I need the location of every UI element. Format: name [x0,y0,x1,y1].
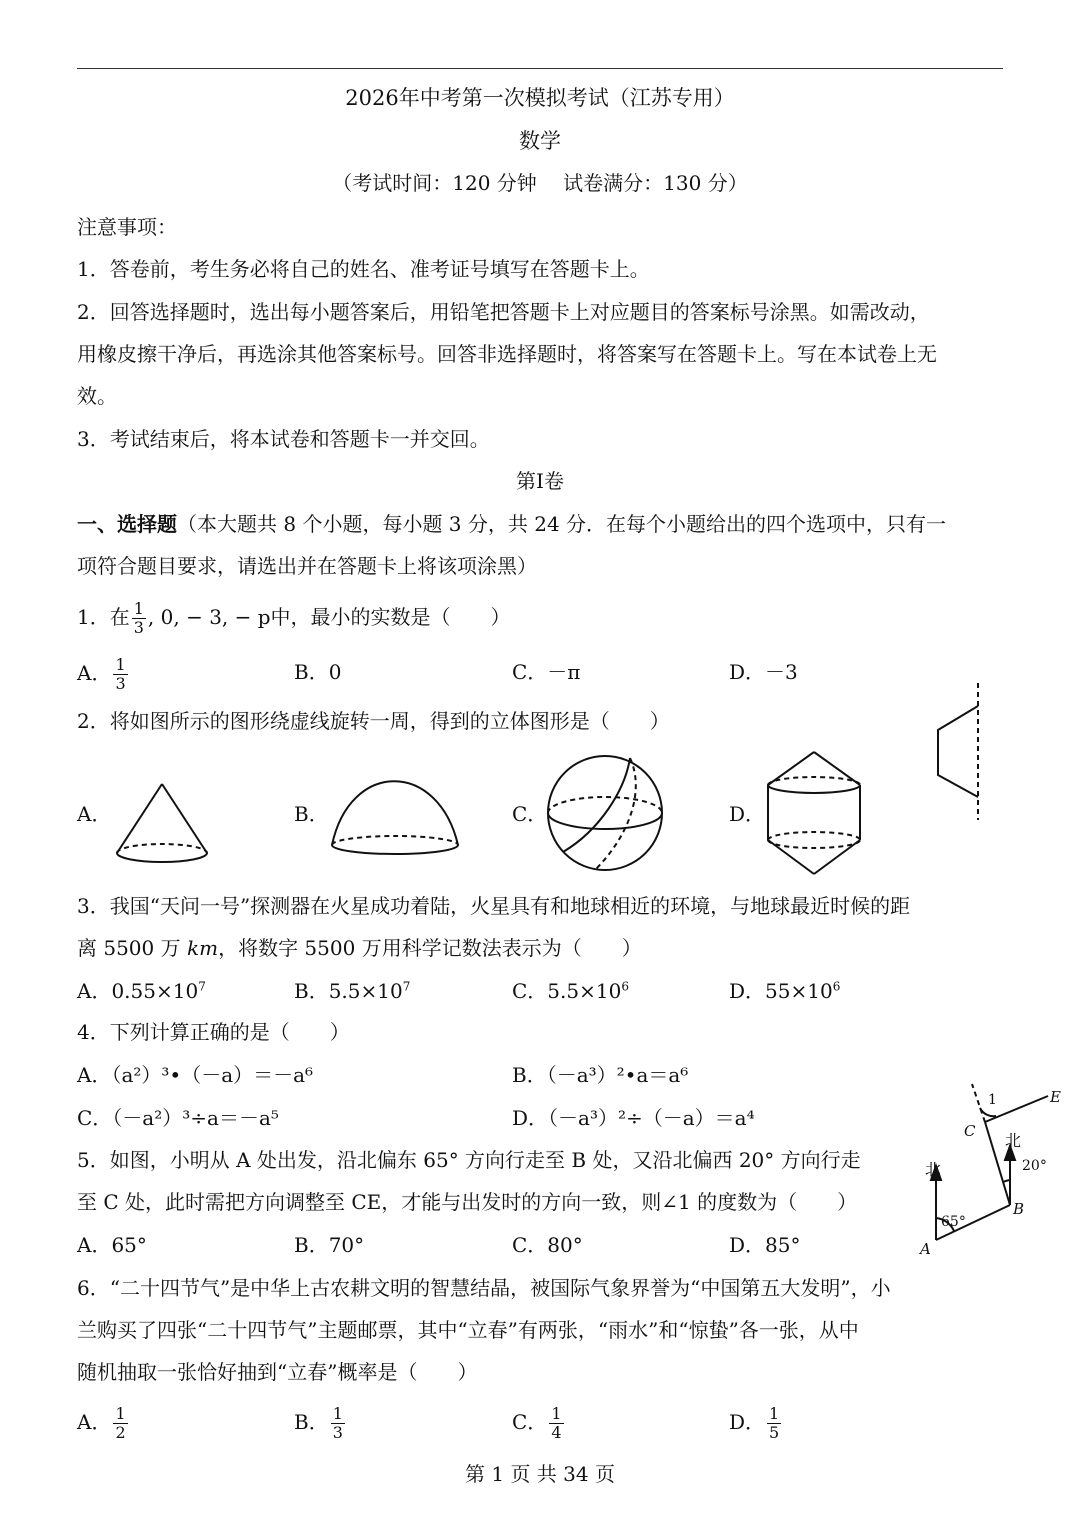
q6-c-den: 4 [551,1423,562,1442]
q1-a-den: 3 [115,674,126,693]
subject-title: 数学 [519,129,561,153]
q6-option-d [729,1405,783,1442]
q6-line3: 随机抽取一张恰好抽到“立春”概率是（ ） [77,1360,478,1384]
label-B: B [1013,1200,1025,1218]
q6-d-frac [767,1405,781,1442]
q2-option-c: C． [512,802,548,826]
arc-20 [1003,1180,1010,1182]
label-E: E [1050,1088,1061,1106]
q3-b-text: B．5.5×10 [294,979,403,1003]
q6-c-frac [549,1405,563,1442]
q4-option-b: B．（－a³）²•a＝a⁶ [512,1063,689,1087]
q3-c-text: C．5.5×10 [512,979,622,1003]
q6-b-num: 1 [332,1404,343,1423]
q1-option-b: B．0 [294,660,342,684]
q3-d-text: D．55×10 [729,979,833,1003]
q6-d-num: 1 [769,1404,780,1423]
q6-option-a [77,1405,130,1442]
q6-a-den: 2 [115,1423,126,1442]
q6-d-den: 5 [769,1423,780,1442]
section-desc-b: 项符合题目要求，请选出并在答题卡上将该项涂黑） [77,554,537,578]
q5-line2: 至 C 处，此时需把方向调整至 CE，才能与出发时的方向一致，则∠1 的度数为（ ） [77,1190,858,1214]
notice-2c: 效。 [77,384,117,408]
q3-a-exp: 7 [198,979,206,994]
q6-d-label: D． [729,1410,766,1434]
q1-frac-den: 3 [133,618,144,637]
question-2: 2．将如图所示的图形绕虚线旋转一周，得到的立体图形是（ ） [77,709,670,733]
notice-1: 1．答卷前，考生务必将自己的姓名、准考证号填写在答题卡上。 [77,257,650,281]
label-A: A [920,1240,931,1258]
notice-3: 3．考试结束后，将本试卷和答题卡一并交回。 [77,427,490,451]
q6-a-frac [113,1405,127,1442]
q3-b-exp: 7 [402,979,411,994]
q2-option-a: A． [77,802,112,826]
q2-option-d: D． [729,802,766,826]
section-desc-a: （本大题共 8 个小题，每小题 3 分，共 24 分．在每个小题给出的四个选项中，只有一 [177,512,947,536]
label-20: 20° [1022,1158,1047,1174]
q3-line2-pre: 离 5500 万 [77,936,187,960]
q6-c-num: 1 [551,1404,562,1423]
q1-rest: , 0, − 3, − p中，最小的实数是（ ） [147,605,511,629]
q6-b-frac [331,1405,345,1442]
q5-line1: 5．如图，小明从 A 处出发，沿北偏东 65° 方向行走至 B 处，又沿北偏西 20° 方向行走 [77,1148,861,1172]
exam-title: 2026年中考第一次模拟考试（江苏专用） [345,86,735,110]
label-1: 1 [988,1092,997,1108]
q4-option-c: C．（－a²）³÷a＝－a⁵ [77,1106,279,1130]
q2-option-b: B． [294,802,329,826]
q1-option-c: C．－π [512,660,581,684]
extension-dashed [972,1084,985,1122]
q5-option-a: A．65° [77,1233,147,1257]
label-65: 65° [941,1214,966,1230]
q5-option-c: C．80° [512,1233,583,1257]
exam-info: （考试时间：120 分钟 试卷满分：130 分） [332,171,748,195]
q3-d-exp: 6 [832,979,841,994]
q6-c-label: C． [512,1410,548,1434]
q4-option-d: D．（－a³）²÷（－a）＝a⁴ [512,1106,755,1130]
q1-a-num: 1 [115,655,126,674]
notice-heading: 注意事项： [77,215,177,239]
q6-option-c [512,1405,566,1442]
q6-b-label: B． [294,1410,329,1434]
q6-a-num: 1 [115,1404,126,1423]
part-title: 第Ⅰ卷 [516,469,564,493]
arc-1 [980,1108,996,1116]
q6-line2: 兰购买了四张“二十四节气”主题邮票，其中“立春”有两张，“雨水”和“惊蛰”各一张，从中 [77,1318,859,1342]
q4-option-a: A．（a²）³•（－a）＝－a⁶ [77,1063,314,1087]
question-4: 4．下列计算正确的是（ ） [77,1020,350,1044]
q6-b-den: 3 [332,1423,343,1442]
q5-option-b: B．70° [294,1233,365,1257]
q3-line2-post: ，将数字 5500 万用科学记数法表示为（ ） [218,936,642,960]
q1-option-d: D．－3 [729,660,798,684]
q6-a-label: A． [77,1410,112,1434]
notice-2a: 2．回答选择题时，选出每小题答案后，用铅笔把答题卡上对应题目的答案标号涂黑。如需改动， [77,300,930,324]
q5-option-d: D．85° [729,1233,801,1257]
notice-2b: 用橡皮擦干净后，再选涂其他答案标号。回答非选择题时，将答案写在答题卡上。写在本试卷上无 [77,342,937,366]
q1-pre: 1．在 [77,605,130,629]
q1-a-label: A． [77,661,112,685]
q3-line1: 3．我国“天问一号”探测器在火星成功着陆，火星具有和地球相近的环境，与地球最近时候的距 [77,894,911,918]
q3-unit: km [186,936,219,960]
page-footer: 第 1 页 共 34 页 [465,1462,615,1486]
label-C: C [964,1122,976,1140]
section-label: 一、选择题 [77,512,177,536]
label-north-b: 北 [1005,1131,1022,1150]
q3-c-exp: 6 [621,979,629,994]
q1-frac-num: 1 [133,599,144,618]
label-north-a: 北 [925,1160,942,1179]
q3-a-text: A．0.55×10 [77,979,199,1003]
q6-line1: 6．“二十四节气”是中华上古农耕文明的智慧结晶，被国际气象界誉为“中国第五大发明”，小 [77,1276,891,1300]
q6-option-b [294,1405,347,1442]
